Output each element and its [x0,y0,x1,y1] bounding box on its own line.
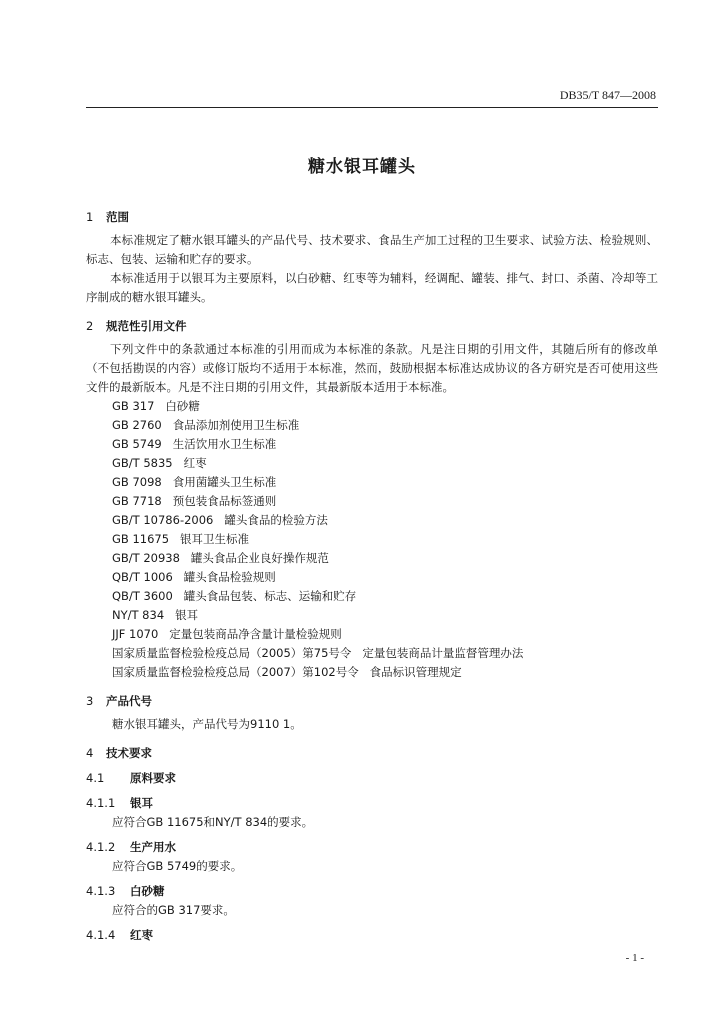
paragraph: 应符合GB 5749的要求。 [112,859,243,873]
reference-item: GB 2760 食品添加剂使用卫生标准 [112,418,300,432]
paragraph: 本标准规定了糖水银耳罐头的产品代号、技术要求、食品生产加工过程的卫生要求、试验方法、检验规则、标志、包装、运输和贮存的要求。 [86,233,658,266]
section-number: 4 [86,746,94,760]
section-heading [86,744,658,763]
reference-item: GB 11675 银耳卫生标准 [112,532,250,546]
subsection-title: 白砂糖 [130,884,165,898]
section-title: 技术要求 [106,746,152,760]
section-title: 产品代号 [106,694,152,708]
subsection-title: 原料要求 [130,771,176,785]
subsection-title: 红枣 [130,928,153,942]
section-heading [86,317,658,336]
reference-item: GB/T 20938 罐头食品企业良好操作规范 [112,551,329,565]
reference-item: GB 7098 食用菌罐头卫生标准 [112,475,277,489]
page-number: - 1 - [625,952,644,964]
section-number: 3 [86,694,94,708]
subsection-heading [86,838,658,857]
subsection-number: 4.1 [86,771,105,785]
section-heading [86,208,658,227]
document-body [86,208,658,945]
paragraph: 应符合GB 11675和NY/T 834的要求。 [112,815,314,829]
section-number: 1 [86,210,94,224]
reference-item: GB 7718 预包装食品标签通则 [112,494,277,508]
document-code: DB35/T 847—2008 [559,88,656,102]
paragraph: 下列文件中的条款通过本标准的引用而成为本标准的条款。凡是注日期的引用文件，其随后所有的修改单（不包括勘误的内容）或修订版均不适用于本标准，然而，鼓励根据本标准达成协议的各方研究是否可使用这些文件的最新版本。凡是不注日期的引用文件，其最新版本适用于本标准。 [86,342,658,394]
section-title: 范围 [106,210,129,224]
subsection-number: 4.1.4 [86,928,116,942]
reference-item: JJF 1070 定量包装商品净含量计量检验规则 [112,627,342,641]
document-title: 糖水银耳罐头 [308,157,416,177]
subsection-number: 4.1.1 [86,796,116,810]
reference-item: GB 5749 生活饮用水卫生标准 [112,437,277,451]
reference-item: GB 317 白砂糖 [112,399,200,413]
subsection-heading [86,926,658,945]
reference-item: GB/T 5835 红枣 [112,456,207,470]
subsection-number: 4.1.2 [86,840,116,854]
subsection-title: 生产用水 [130,840,176,854]
reference-item: 国家质量监督检验检疫总局（2005）第75号令 定量包装商品计量监督管理办法 [112,646,524,660]
header-divider [86,107,658,108]
subsection-number: 4.1.3 [86,884,116,898]
reference-item: GB/T 10786-2006 罐头食品的检验方法 [112,513,328,527]
subsection-heading [86,769,658,788]
subsection-heading [86,882,658,901]
reference-item: NY/T 834 银耳 [112,608,199,622]
subsection-title: 银耳 [130,796,153,810]
section-heading [86,692,658,711]
subsection-heading [86,794,658,813]
section-title: 规范性引用文件 [106,319,187,333]
reference-item: 国家质量监督检验检疫总局（2007）第102号令 食品标识管理规定 [112,665,462,679]
paragraph: 应符合的GB 317要求。 [112,903,235,917]
paragraph: 本标准适用于以银耳为主要原料，以白砂糖、红枣等为辅料，经调配、罐装、排气、封口、杀菌、冷却等工序制成的糖水银耳罐头。 [86,271,658,304]
paragraph: 糖水银耳罐头，产品代号为9110 1。 [112,717,302,731]
reference-item: QB/T 3600 罐头食品包装、标志、运输和贮存 [112,589,357,603]
section-number: 2 [86,319,94,333]
reference-item: QB/T 1006 罐头食品检验规则 [112,570,276,584]
